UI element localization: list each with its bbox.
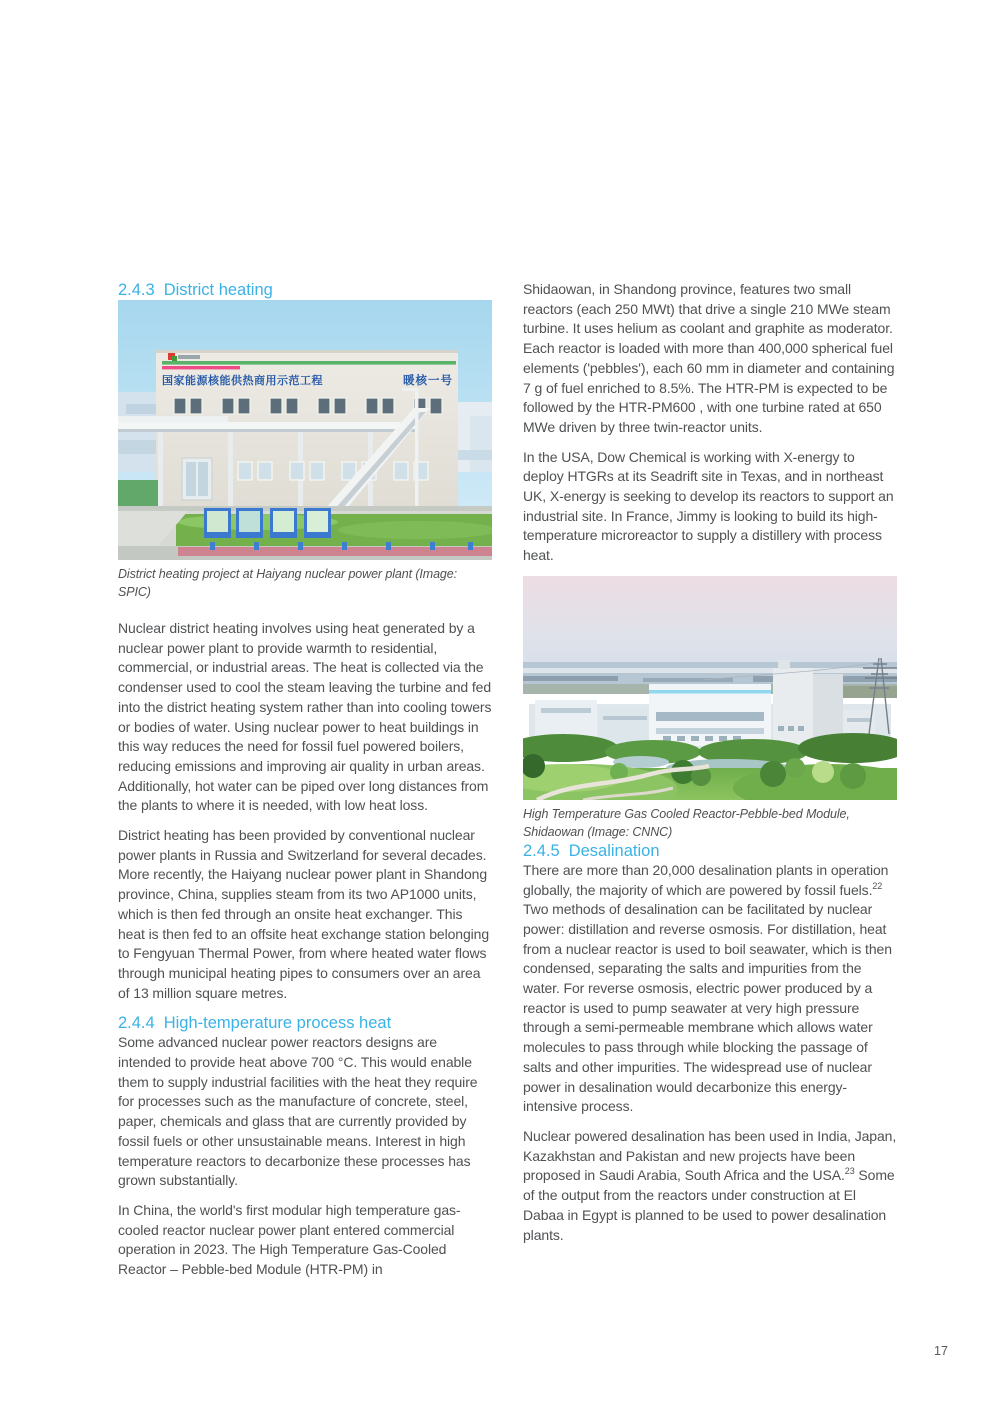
section-title: Desalination	[568, 841, 660, 860]
haiyang-plant-illustration	[118, 300, 492, 560]
section-title: District heating	[163, 281, 273, 299]
paragraph-process-heat-2: In China, the world's first modular high temperature gas-cooled reactor nuclear power plant entered commercial operation in 2023. The High Temperature Gas-Cooled Reactor – Pebble-bed Module (HTR-PM) in	[118, 1201, 461, 1278]
paragraph-shidaowan: Shidaowan, in Shandong province, features two small reactors (each 250 MWt) that drive a single 210 MWe steam turbine. It uses helium as coolant and graphite as moderator. Each reactor is loaded with more than 400,000 spherical fuel elements ('pebbles'), each 60 mm in diameter and containing 7 g of fuel enriched to 8.5%. The HTR-PM is expected to be followed by the HTR-PM600 , with one turbine rated at 650 MWe driven by three twin-reactor units.	[523, 281, 895, 435]
section-number: 2.4.4	[118, 1014, 155, 1033]
paragraph-district-heating-2: District heating has been provided by conventional nuclear power plants in Russia and Switzerland for several decades. More recently, the Haiyang nuclear power plant in Shandong province, China, supplies steam from its two AP1000 units, which is then fed through an onsite heat exchanger. This heat is then fed to an offsite heat exchange station belonging to Fengyuan Thermal Power, from where heated water flows through municipal heating pipes to consumers over an area of 13 million square metres.	[118, 827, 490, 1001]
paragraph-usa-htgr: In the USA, Dow Chemical is working with X-energy to deploy HTGRs at its Seadrift site in Texas, and in northeast UK, X-energy is seeking to develop its reactors to support an industrial site. In France, Jimmy is looking to build its high-temperature microreactor to supply a distillery with process heat.	[523, 448, 894, 564]
desalination2-text-post: Some of the output from the reactors under construction at El Dabaa in Egypt is planned to be used to power desalination plants.	[523, 1167, 895, 1243]
photo-banner-left: 国家能源核能供热商用示范工程	[162, 375, 323, 387]
page-number: 17	[934, 1344, 948, 1358]
shidaowan-photo	[523, 576, 897, 800]
left-column	[118, 280, 492, 1290]
section-number: 2.4.5	[523, 841, 560, 860]
desalination-text-pre: There are more than 20,000 desalination plants in operation globally, the majority of which are powered by fossil fuels.	[523, 861, 889, 898]
photo-banner-right: 暖核一号	[403, 375, 453, 387]
shidaowan-plant-illustration	[523, 576, 897, 800]
section-number: 2.4.3	[118, 281, 155, 299]
paragraph-desalination-2	[523, 1127, 897, 1245]
desalination-text-post: Two methods of desalination can be facilitated by nuclear power: distillation and reverse osmosis. For distillation, heat from a nuclear reactor is used to boil seawater, which is then condensed, separating the salts and impurities from the water. For reverse osmosis, electric power produced by a reactor is used to pump seawater at very high pressure through a semi-permeable membrane which allows water molecules to pass through while blocking the passage of salts and other impurities. The widespread use of nuclear power in desalination would decarbonize this energy-intensive process.	[523, 901, 892, 1115]
desalination2-text-pre: Nuclear powered desalination has been used in India, Japan, Kazakhstan and Pakistan and new projects have been proposed in Saudi Arabia, South Africa and the USA.	[523, 1127, 897, 1184]
shidaowan-photo-caption: High Temperature Gas Cooled Reactor-Pebble-bed Module, Shidaowan (Image: CNNC)	[523, 806, 850, 839]
haiyang-plant-photo	[118, 300, 492, 560]
haiyang-photo-caption: District heating project at Haiyang nuclear power plant (Image: SPIC)	[118, 567, 458, 599]
footnote-ref-22: 22	[872, 880, 883, 891]
paragraph-district-heating-1: Nuclear district heating involves using heat generated by a nuclear power plant to provide warmth to residential, commercial, or industrial areas. The heat is collected via the condenser used to cool the steam leaving the turbine and fed into the district heating system rather than into cooling towers or bodies of water. Using nuclear power to heat buildings in this way reduces the need for fossil fuel powered boilers, reducing emissions and improving air quality in urban areas. Additionally, hot water can be piped over long distances from the plants to where it is needed, with low heat loss.	[118, 620, 492, 814]
section-heading-process-heat	[118, 1013, 492, 1033]
footnote-ref-23: 23	[844, 1166, 855, 1177]
paragraph-desalination-1	[523, 861, 897, 1117]
section-title: High-temperature process heat	[163, 1014, 392, 1033]
paragraph-process-heat-1: Some advanced nuclear power reactors designs are intended to provide heat above 700 °C. This would enable them to supply industrial facilities with the heat they require for processes such as the manufacture of concrete, steel, paper, chemicals and glass that are currently provided by fossil fuels or other unsustainable means. Interest in high temperature reactors to decarbonize these processes has grown substantially.	[118, 1034, 478, 1189]
right-column	[523, 280, 897, 1255]
section-heading-district-heating	[118, 280, 492, 300]
section-heading-desalination	[523, 841, 897, 861]
